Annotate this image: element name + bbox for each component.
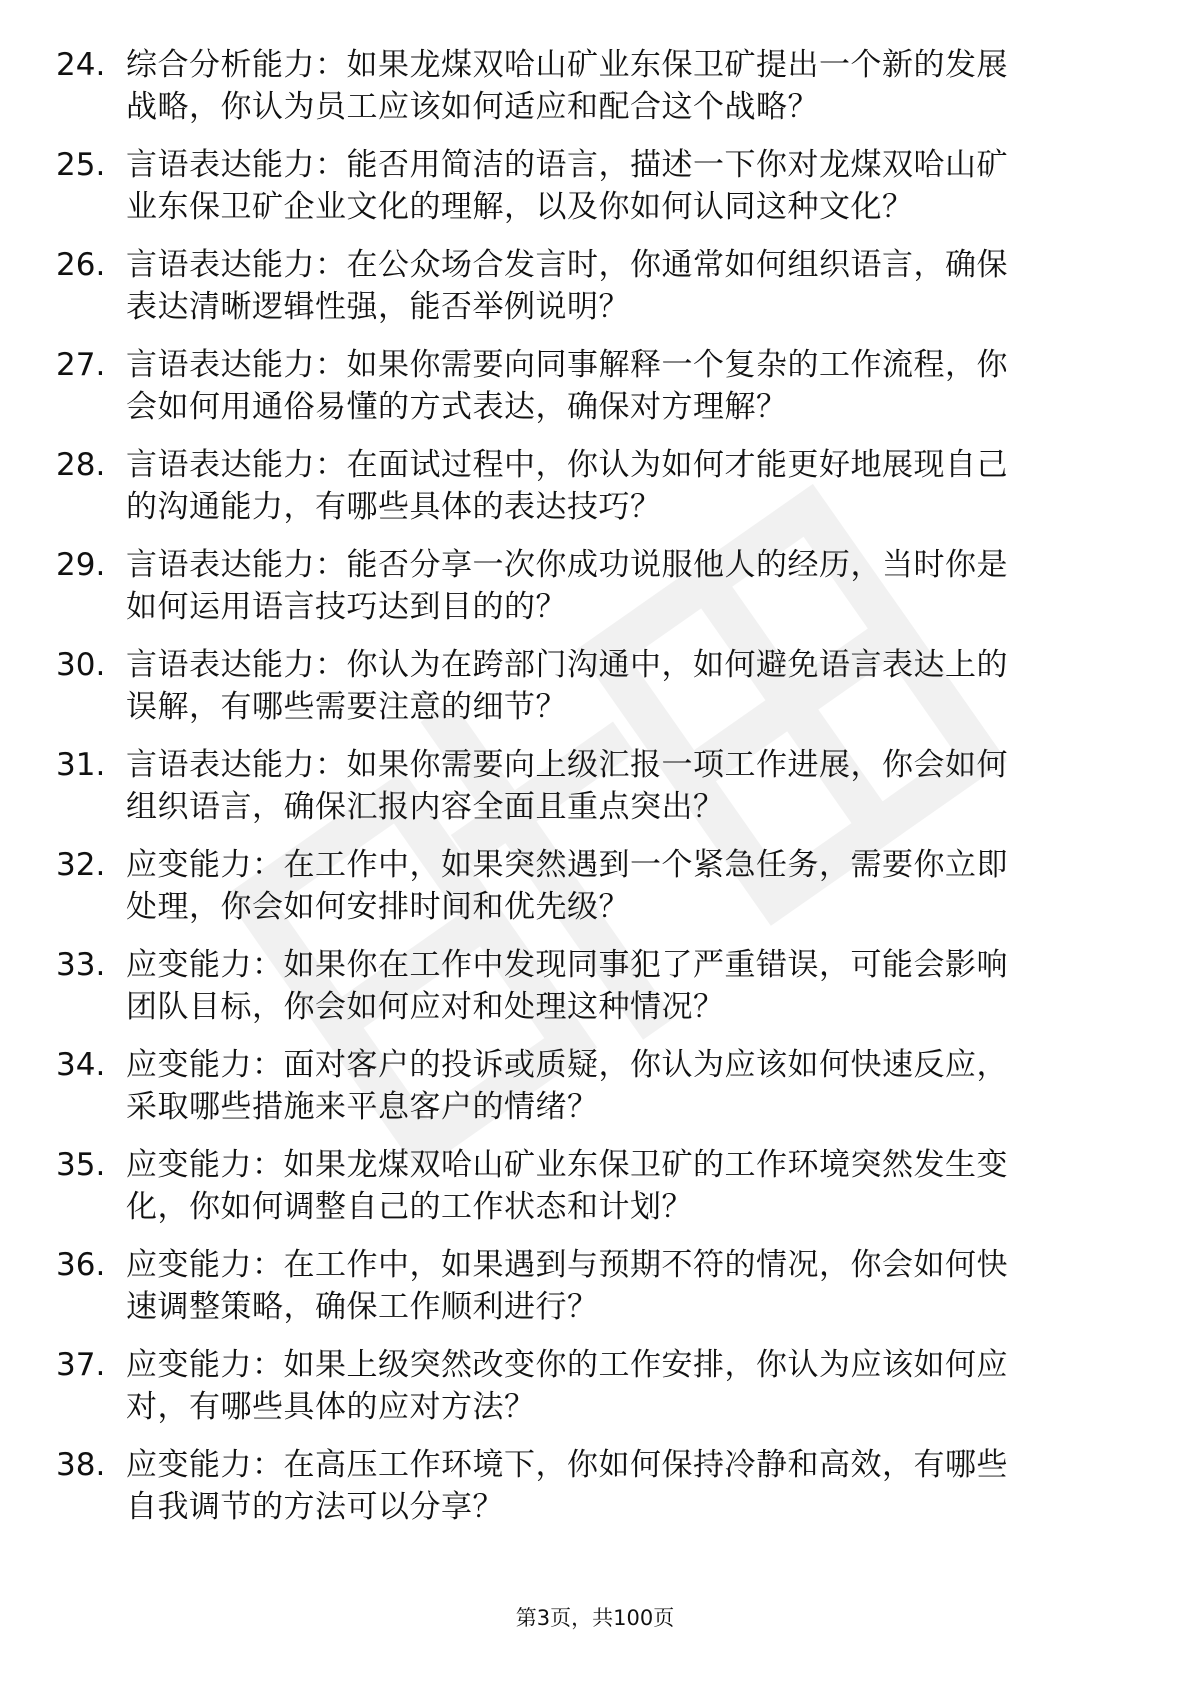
question-number: 33.	[56, 947, 106, 983]
question-number: 31.	[56, 747, 106, 783]
question-text: 综合分析能力：如果龙煤双哈山矿业东保卫矿提出一个新的发展 战略，你认为员工应该如何适应和配合这个战略？	[126, 47, 1008, 125]
question-number: 34.	[56, 1047, 106, 1083]
question-number: 30.	[56, 647, 106, 683]
question-text: 应变能力：如果你在工作中发现同事犯了严重错误，可能会影响 团队目标，你会如何应对和处理这种情况？	[126, 947, 1008, 1025]
question-item	[56, 644, 1106, 744]
question-item	[56, 1044, 1106, 1144]
question-item	[56, 544, 1106, 644]
question-item	[56, 744, 1106, 844]
question-item	[56, 144, 1106, 244]
question-item	[56, 1244, 1106, 1344]
question-text: 言语表达能力：能否用简洁的语言，描述一下你对龙煤双哈山矿 业东保卫矿企业文化的理解，以及你如何认同这种文化？	[126, 147, 1008, 225]
question-number: 35.	[56, 1147, 106, 1183]
question-item	[56, 44, 1106, 144]
question-number: 38.	[56, 1447, 106, 1483]
question-number: 28.	[56, 447, 106, 483]
question-text: 言语表达能力：如果你需要向同事解释一个复杂的工作流程，你 会如何用通俗易懂的方式表达，确保对方理解？	[126, 347, 1008, 425]
question-item	[56, 444, 1106, 544]
question-item	[56, 1344, 1106, 1444]
question-number: 24.	[56, 47, 106, 83]
question-item	[56, 344, 1106, 444]
question-number: 26.	[56, 247, 106, 283]
question-text: 言语表达能力：在公众场合发言时，你通常如何组织语言，确保 表达清晰逻辑性强，能否举例说明？	[126, 247, 1008, 325]
question-item	[56, 844, 1106, 944]
question-item	[56, 944, 1106, 1044]
question-number: 29.	[56, 547, 106, 583]
question-text: 应变能力：如果上级突然改变你的工作安排，你认为应该如何应 对，有哪些具体的应对方法？	[126, 1347, 1008, 1425]
question-text: 应变能力：面对客户的投诉或质疑，你认为应该如何快速反应， 采取哪些措施来平息客户的情绪？	[126, 1047, 1008, 1125]
question-item	[56, 244, 1106, 344]
question-number: 32.	[56, 847, 106, 883]
question-text: 言语表达能力：你认为在跨部门沟通中，如何避免语言表达上的 误解，有哪些需要注意的细节？	[126, 647, 1008, 725]
question-item	[56, 1144, 1106, 1244]
question-number: 37.	[56, 1347, 106, 1383]
question-item	[56, 1444, 1106, 1544]
question-text: 言语表达能力：能否分享一次你成功说服他人的经历，当时你是 如何运用语言技巧达到目的的？	[126, 547, 1008, 625]
page-indicator: 第3页，共100页	[515, 1606, 675, 1630]
question-list	[56, 44, 1106, 1544]
question-text: 应变能力：如果龙煤双哈山矿业东保卫矿的工作环境突然发生变 化，你如何调整自己的工作状态和计划？	[126, 1147, 1008, 1225]
question-text: 应变能力：在高压工作环境下，你如何保持冷静和高效，有哪些 自我调节的方法可以分享？	[126, 1447, 1008, 1525]
question-number: 27.	[56, 347, 106, 383]
question-text: 应变能力：在工作中，如果突然遇到一个紧急任务，需要你立即 处理，你会如何安排时间和优先级？	[126, 847, 1008, 925]
question-text: 应变能力：在工作中，如果遇到与预期不符的情况，你会如何快 速调整策略，确保工作顺利进行？	[126, 1247, 1008, 1325]
question-text: 言语表达能力：如果你需要向上级汇报一项工作进展，你会如何 组织语言，确保汇报内容全面且重点突出？	[126, 747, 1008, 825]
question-text: 言语表达能力：在面试过程中，你认为如何才能更好地展现自己 的沟通能力，有哪些具体的表达技巧？	[126, 447, 1008, 525]
question-number: 36.	[56, 1247, 106, 1283]
question-number: 25.	[56, 147, 106, 183]
